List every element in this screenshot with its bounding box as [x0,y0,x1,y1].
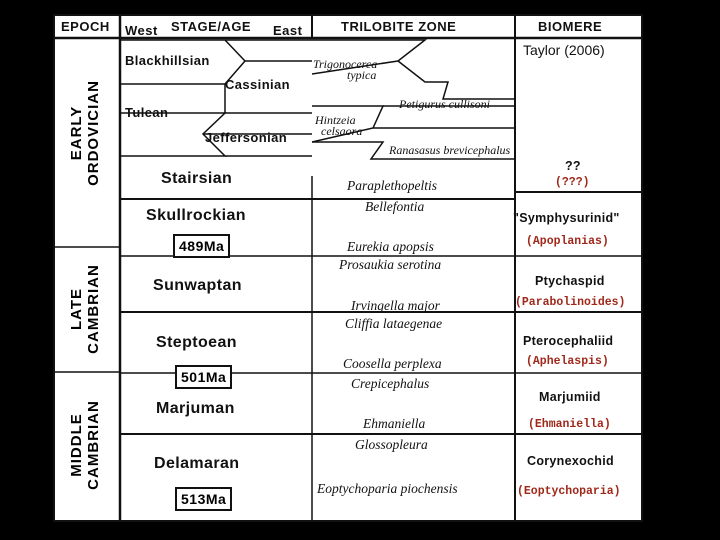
biomere-ptychaspid: Ptychaspid [535,274,605,288]
stage-stairsian: Stairsian [161,170,233,187]
stage-tulean: Tulean [125,105,169,120]
header-west: West [125,23,158,38]
stage-skullrockian: Skullrockian [146,207,246,224]
zone-irvingella: Irvingella major [351,298,440,313]
epoch-late-cambrian [68,259,102,359]
zone-prosaukia: Prosaukia serotina [339,257,442,272]
stage-delamaran: Delamaran [154,455,240,472]
zone-ranasasus: Ranasasus brevicephalus [389,143,511,157]
epoch-late-cambrian-line-1: LATE [68,287,85,331]
zone-crepicephalus: Crepicephalus [351,376,430,391]
stratigraphic-chart [53,14,643,522]
stage-sunwaptan: Sunwaptan [153,277,242,294]
biomere-eoptychoparia: (Eoptychoparia) [517,485,621,498]
epoch-middle-cambrian-line-2: CAMBRIAN [85,400,102,490]
biomere-unknown: ?? [565,159,581,173]
stage-steptoean: Steptoean [156,334,237,351]
header-biomere: BIOMERE [538,19,603,34]
biomere-symphysurinid: "Symphysurinid" [513,211,620,225]
epoch-early-ordovician-line-1: EARLY [68,105,85,161]
zone-hintzeia: Hintzeia [315,113,356,127]
biomere-unknown-genus: (???) [555,176,590,189]
epoch-late-cambrian-line-2: CAMBRIAN [85,264,102,354]
epoch-middle-cambrian-line-1: MIDDLE [68,413,85,477]
header-trilobite-zone: TRILOBITE ZONE [341,19,457,34]
biomere-apoplanias: (Apoplanias) [526,235,609,248]
zone-trigonocerca: Trigonocerca [313,57,378,71]
biomere-marjumiid: Marjumiid [539,390,601,404]
zone-trigonocerca-typica: typica [347,68,377,82]
biomere-aphelaspis: (Aphelaspis) [526,355,609,368]
zone-cliffia: Cliffia lataegenae [345,316,443,331]
age-box-489: 489Ma [173,234,230,258]
citation: Taylor (2006) [523,42,605,58]
header-epoch: EPOCH [61,19,110,34]
header-east: East [273,23,303,38]
stage-marjuman: Marjuman [156,400,235,417]
header-stage-age: STAGE/AGE [171,19,252,34]
zone-bellefontia: Bellefontia [365,199,425,214]
zone-petigurus: Petigurus cullisoni [399,97,490,111]
biomere-pterocephaliid: Pterocephaliid [523,334,614,348]
epoch-early-ordovician [68,69,102,197]
biomere-ehmaniella: (Ehmaniella) [528,418,611,431]
stage-cassinian: Cassinian [225,77,291,92]
biomere-corynexochid: Corynexochid [527,454,614,468]
zone-hintzeia-celsaora: celsaora [321,124,363,138]
stage-jeffersonian: Jeffersonian [205,130,288,145]
epoch-middle-cambrian [68,389,102,501]
zone-eoptychoparia: Eoptychoparia piochensis [317,481,458,496]
zone-coosella: Coosella perplexa [343,356,442,371]
stage-blackhillsian: Blackhillsian [125,53,210,68]
zone-paraplethopeltis: Paraplethopeltis [347,178,437,193]
age-box-513: 513Ma [175,487,232,511]
zone-ehmaniella: Ehmaniella [363,416,426,431]
biomere-parabolinoides: (Parabolinoides) [515,296,626,309]
zone-glossopleura: Glossopleura [355,437,428,452]
epoch-early-ordovician-line-2: ORDOVICIAN [85,80,102,186]
zone-eurekia: Eurekia apopsis [347,239,434,254]
age-box-501: 501Ma [175,365,232,389]
